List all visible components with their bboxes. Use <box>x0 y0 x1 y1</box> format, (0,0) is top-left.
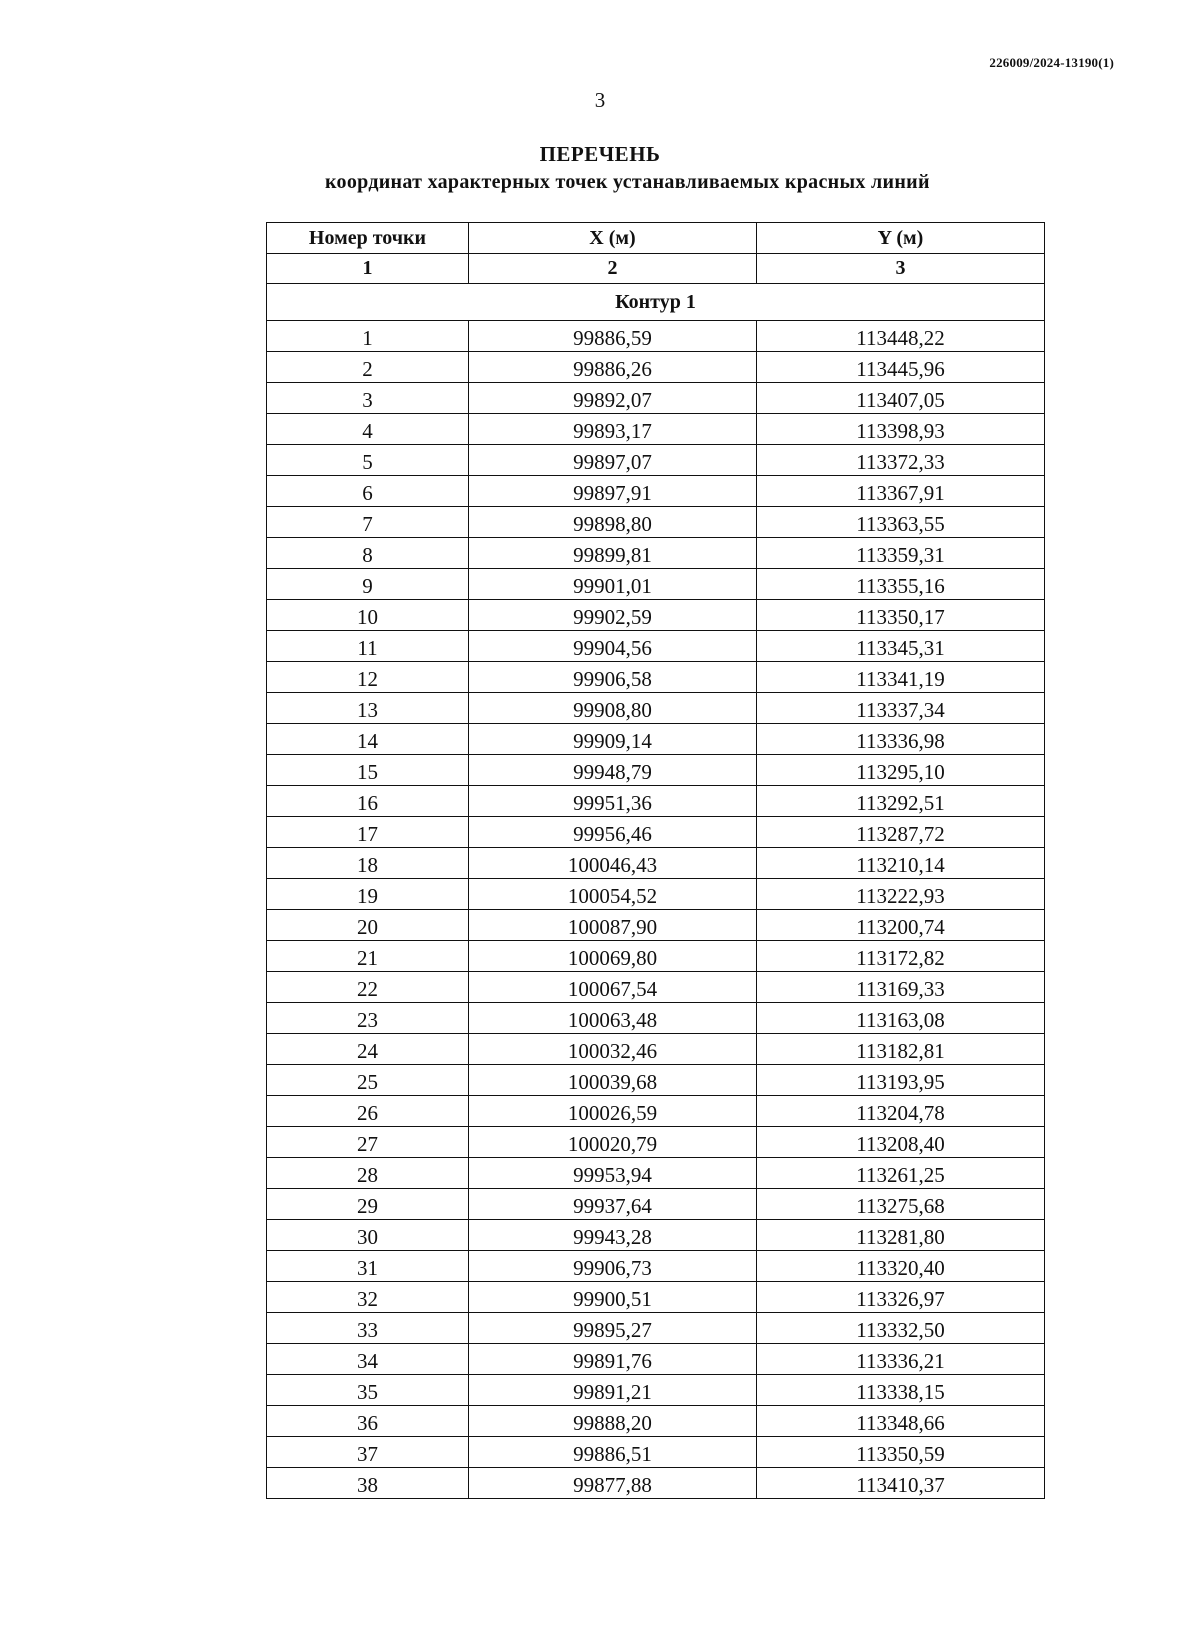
table-row <box>267 1003 1045 1034</box>
x-coordinate-cell: 100067,54 <box>469 972 757 1003</box>
table-row <box>267 1406 1045 1437</box>
y-coordinate-cell: 113341,19 <box>757 662 1045 693</box>
y-coordinate-cell: 113336,98 <box>757 724 1045 755</box>
point-number-cell: 2 <box>267 352 469 383</box>
y-coordinate-cell: 113210,14 <box>757 848 1045 879</box>
table-row <box>267 476 1045 507</box>
point-number-cell: 18 <box>267 848 469 879</box>
table-row <box>267 1313 1045 1344</box>
y-coordinate-cell: 113193,95 <box>757 1065 1045 1096</box>
point-number-cell: 37 <box>267 1437 469 1468</box>
y-coordinate-cell: 113261,25 <box>757 1158 1045 1189</box>
point-number-cell: 1 <box>267 321 469 352</box>
x-coordinate-cell: 100046,43 <box>469 848 757 879</box>
point-number-cell: 36 <box>267 1406 469 1437</box>
point-number-cell: 6 <box>267 476 469 507</box>
x-coordinate-cell: 99899,81 <box>469 538 757 569</box>
coordinates-table <box>266 222 1045 1499</box>
x-coordinate-cell: 100020,79 <box>469 1127 757 1158</box>
y-coordinate-cell: 113398,93 <box>757 414 1045 445</box>
header-row <box>267 223 1045 254</box>
x-coordinate-cell: 99908,80 <box>469 693 757 724</box>
point-number-cell: 14 <box>267 724 469 755</box>
table-row <box>267 383 1045 414</box>
x-coordinate-cell: 100026,59 <box>469 1096 757 1127</box>
x-coordinate-cell: 99906,58 <box>469 662 757 693</box>
point-number-cell: 13 <box>267 693 469 724</box>
x-coordinate-cell: 99904,56 <box>469 631 757 662</box>
point-number-cell: 11 <box>267 631 469 662</box>
y-coordinate-cell: 113350,59 <box>757 1437 1045 1468</box>
table-row <box>267 569 1045 600</box>
document-title: ПЕРЕЧЕНЬ <box>539 142 661 166</box>
x-coordinate-cell: 99892,07 <box>469 383 757 414</box>
point-number-cell: 7 <box>267 507 469 538</box>
header-x: X (м) <box>469 223 757 254</box>
point-number-cell: 12 <box>267 662 469 693</box>
x-coordinate-cell: 99943,28 <box>469 1220 757 1251</box>
point-number-cell: 20 <box>267 910 469 941</box>
column-number-row <box>267 254 1045 284</box>
table-row <box>267 1034 1045 1065</box>
point-number-cell: 17 <box>267 817 469 848</box>
table-row <box>267 786 1045 817</box>
document-number: 226009/2024-13190(1) <box>989 55 1114 70</box>
y-coordinate-cell: 113348,66 <box>757 1406 1045 1437</box>
point-number-cell: 10 <box>267 600 469 631</box>
table-row <box>267 538 1045 569</box>
point-number-cell: 29 <box>267 1189 469 1220</box>
column-number-1: 1 <box>267 254 469 284</box>
x-coordinate-cell: 99951,36 <box>469 786 757 817</box>
table-row <box>267 321 1045 352</box>
y-coordinate-cell: 113332,50 <box>757 1313 1045 1344</box>
x-coordinate-cell: 99891,76 <box>469 1344 757 1375</box>
point-number-cell: 26 <box>267 1096 469 1127</box>
table-row <box>267 352 1045 383</box>
x-coordinate-cell: 100039,68 <box>469 1065 757 1096</box>
table-row <box>267 724 1045 755</box>
point-number-cell: 19 <box>267 879 469 910</box>
point-number-cell: 5 <box>267 445 469 476</box>
y-coordinate-cell: 113337,34 <box>757 693 1045 724</box>
y-coordinate-cell: 113407,05 <box>757 383 1045 414</box>
point-number-cell: 24 <box>267 1034 469 1065</box>
page-number: 3 <box>594 88 606 112</box>
y-coordinate-cell: 113355,16 <box>757 569 1045 600</box>
point-number-cell: 25 <box>267 1065 469 1096</box>
y-coordinate-cell: 113281,80 <box>757 1220 1045 1251</box>
column-number-2: 2 <box>469 254 757 284</box>
y-coordinate-cell: 113172,82 <box>757 941 1045 972</box>
y-coordinate-cell: 113204,78 <box>757 1096 1045 1127</box>
x-coordinate-cell: 99891,21 <box>469 1375 757 1406</box>
x-coordinate-cell: 100087,90 <box>469 910 757 941</box>
table-row <box>267 1282 1045 1313</box>
point-number-cell: 4 <box>267 414 469 445</box>
y-coordinate-cell: 113295,10 <box>757 755 1045 786</box>
point-number-cell: 35 <box>267 1375 469 1406</box>
point-number-cell: 16 <box>267 786 469 817</box>
table-row <box>267 445 1045 476</box>
y-coordinate-cell: 113163,08 <box>757 1003 1045 1034</box>
point-number-cell: 21 <box>267 941 469 972</box>
header-point-number: Номер точки <box>267 223 469 254</box>
y-coordinate-cell: 113222,93 <box>757 879 1045 910</box>
x-coordinate-cell: 99893,17 <box>469 414 757 445</box>
y-coordinate-cell: 113367,91 <box>757 476 1045 507</box>
x-coordinate-cell: 100063,48 <box>469 1003 757 1034</box>
x-coordinate-cell: 99895,27 <box>469 1313 757 1344</box>
x-coordinate-cell: 99886,26 <box>469 352 757 383</box>
table-row <box>267 507 1045 538</box>
y-coordinate-cell: 113448,22 <box>757 321 1045 352</box>
y-coordinate-cell: 113345,31 <box>757 631 1045 662</box>
table-row <box>267 1251 1045 1282</box>
point-number-cell: 27 <box>267 1127 469 1158</box>
x-coordinate-cell: 99897,07 <box>469 445 757 476</box>
x-coordinate-cell: 99937,64 <box>469 1189 757 1220</box>
y-coordinate-cell: 113445,96 <box>757 352 1045 383</box>
x-coordinate-cell: 99902,59 <box>469 600 757 631</box>
table-row <box>267 1065 1045 1096</box>
point-number-cell: 28 <box>267 1158 469 1189</box>
x-coordinate-cell: 99956,46 <box>469 817 757 848</box>
x-coordinate-cell: 99886,59 <box>469 321 757 352</box>
x-coordinate-cell: 99897,91 <box>469 476 757 507</box>
x-coordinate-cell: 99909,14 <box>469 724 757 755</box>
table-row <box>267 1220 1045 1251</box>
y-coordinate-cell: 113326,97 <box>757 1282 1045 1313</box>
table-row <box>267 1127 1045 1158</box>
contour-row <box>267 284 1045 321</box>
table-row <box>267 600 1045 631</box>
point-number-cell: 38 <box>267 1468 469 1499</box>
table-row <box>267 414 1045 445</box>
y-coordinate-cell: 113208,40 <box>757 1127 1045 1158</box>
point-number-cell: 34 <box>267 1344 469 1375</box>
table-row <box>267 1468 1045 1499</box>
x-coordinate-cell: 100069,80 <box>469 941 757 972</box>
x-coordinate-cell: 99877,88 <box>469 1468 757 1499</box>
document-subtitle: координат характерных точек устанавливаемых красных линий <box>325 171 930 193</box>
table-row <box>267 1158 1045 1189</box>
x-coordinate-cell: 99888,20 <box>469 1406 757 1437</box>
y-coordinate-cell: 113182,81 <box>757 1034 1045 1065</box>
point-number-cell: 23 <box>267 1003 469 1034</box>
y-coordinate-cell: 113275,68 <box>757 1189 1045 1220</box>
table-row <box>267 1437 1045 1468</box>
y-coordinate-cell: 113200,74 <box>757 910 1045 941</box>
table-row <box>267 1375 1045 1406</box>
column-number-3: 3 <box>757 254 1045 284</box>
y-coordinate-cell: 113336,21 <box>757 1344 1045 1375</box>
point-number-cell: 32 <box>267 1282 469 1313</box>
x-coordinate-cell: 99906,73 <box>469 1251 757 1282</box>
y-coordinate-cell: 113410,37 <box>757 1468 1045 1499</box>
y-coordinate-cell: 113320,40 <box>757 1251 1045 1282</box>
table-row <box>267 972 1045 1003</box>
x-coordinate-cell: 99901,01 <box>469 569 757 600</box>
point-number-cell: 9 <box>267 569 469 600</box>
table-row <box>267 879 1045 910</box>
y-coordinate-cell: 113292,51 <box>757 786 1045 817</box>
table-row <box>267 1344 1045 1375</box>
table-row <box>267 817 1045 848</box>
point-number-cell: 15 <box>267 755 469 786</box>
point-number-cell: 30 <box>267 1220 469 1251</box>
x-coordinate-cell: 99953,94 <box>469 1158 757 1189</box>
y-coordinate-cell: 113287,72 <box>757 817 1045 848</box>
table-row <box>267 755 1045 786</box>
table-row <box>267 1189 1045 1220</box>
point-number-cell: 3 <box>267 383 469 414</box>
x-coordinate-cell: 99948,79 <box>469 755 757 786</box>
table-row <box>267 693 1045 724</box>
y-coordinate-cell: 113359,31 <box>757 538 1045 569</box>
table-row <box>267 631 1045 662</box>
table-row <box>267 941 1045 972</box>
y-coordinate-cell: 113372,33 <box>757 445 1045 476</box>
table-row <box>267 662 1045 693</box>
table-row <box>267 1096 1045 1127</box>
point-number-cell: 22 <box>267 972 469 1003</box>
y-coordinate-cell: 113350,17 <box>757 600 1045 631</box>
point-number-cell: 8 <box>267 538 469 569</box>
table-body <box>267 321 1045 1499</box>
x-coordinate-cell: 100032,46 <box>469 1034 757 1065</box>
table-row <box>267 910 1045 941</box>
y-coordinate-cell: 113363,55 <box>757 507 1045 538</box>
x-coordinate-cell: 100054,52 <box>469 879 757 910</box>
point-number-cell: 31 <box>267 1251 469 1282</box>
table-row <box>267 848 1045 879</box>
y-coordinate-cell: 113169,33 <box>757 972 1045 1003</box>
x-coordinate-cell: 99898,80 <box>469 507 757 538</box>
x-coordinate-cell: 99886,51 <box>469 1437 757 1468</box>
x-coordinate-cell: 99900,51 <box>469 1282 757 1313</box>
y-coordinate-cell: 113338,15 <box>757 1375 1045 1406</box>
contour-label: Контур 1 <box>267 284 1045 321</box>
point-number-cell: 33 <box>267 1313 469 1344</box>
header-y: Y (м) <box>757 223 1045 254</box>
